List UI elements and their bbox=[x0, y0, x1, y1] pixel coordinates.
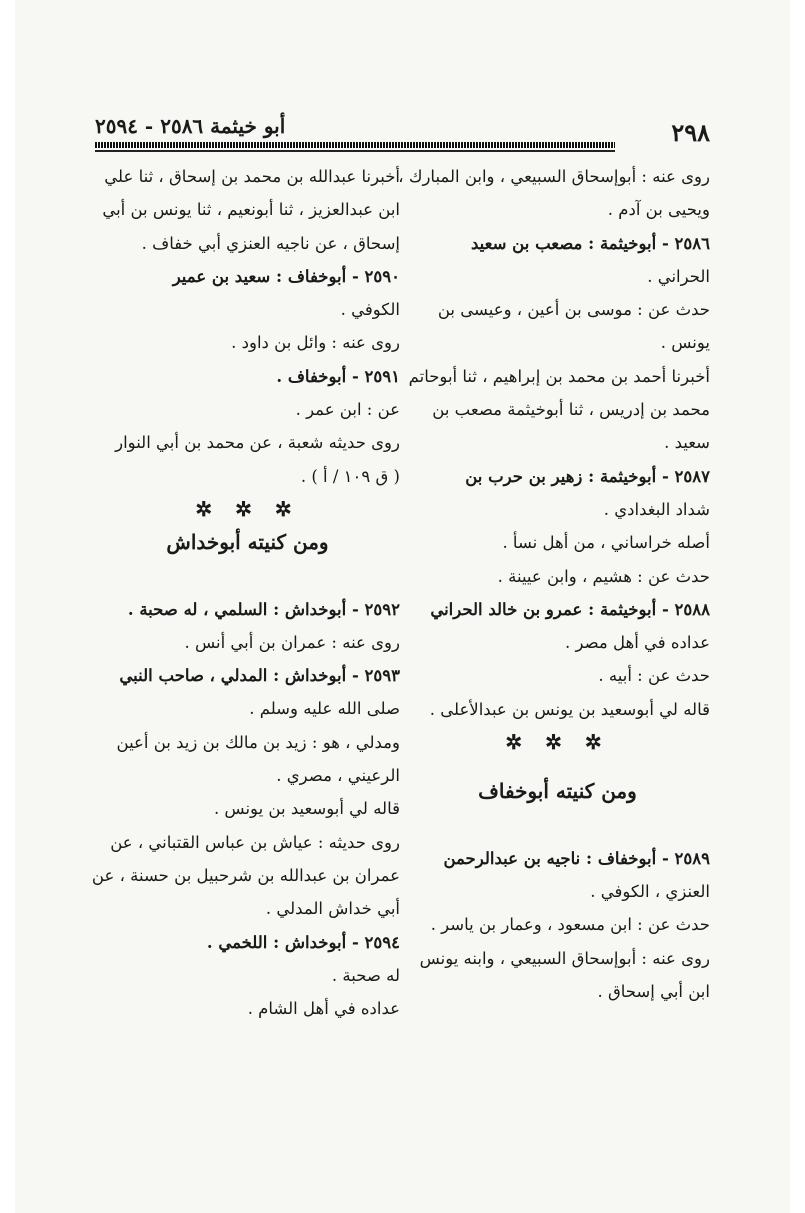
text-line: روى حديثه : عياش بن عباس القتباني ، عن bbox=[110, 832, 400, 852]
text-line: عن : ابن عمر . bbox=[295, 400, 400, 420]
text-line: شداد البغدادي . bbox=[603, 499, 710, 519]
text-line: قاله لي أبوسعيد بن يونس بن عبدالأعلى . bbox=[429, 699, 710, 719]
entry-heading: ٢٥٨٦ - أبوخيثمة : مصعب بن سعيد bbox=[471, 233, 710, 253]
text-line: روى عنه : أبوإسحاق السبيعي ، وابن المبارك ، bbox=[398, 167, 710, 186]
text-line: عداده في أهل الشام . bbox=[247, 999, 400, 1019]
text-line: أخبرنا عبدالله بن محمد بن إسحاق ، ثنا علي bbox=[104, 167, 400, 186]
entry-heading: ٢٥٩٢ - أبوخداش : السلمي ، له صحبة . bbox=[127, 599, 400, 619]
text-line: الرعيني ، مصري . bbox=[276, 766, 400, 786]
text-line: سعيد . bbox=[664, 433, 710, 453]
right-column bbox=[398, 160, 710, 1008]
text-line: أبي خداش المدلي . bbox=[265, 899, 400, 919]
text-line: حدث عن : هشيم ، وابن عيينة . bbox=[497, 566, 710, 586]
entry-heading: ٢٥٨٨ - أبوخيثمة : عمرو بن خالد الحراني bbox=[430, 599, 710, 619]
header-rule bbox=[95, 142, 615, 148]
text-line: عمران بن عبدالله بن شرحبيل بن حسنة ، عن bbox=[91, 865, 400, 885]
text-line: ومدلي ، هو : زيد بن مالك بن زيد بن أعين bbox=[116, 732, 400, 752]
text-line: ويحيى بن آدم . bbox=[607, 200, 710, 220]
section-divider-stars: ✲ ✲ ✲ bbox=[505, 730, 610, 755]
spacer bbox=[405, 759, 710, 775]
text-line: حدث عن : موسى بن أعين ، وعيسى بن bbox=[437, 300, 710, 320]
spacer bbox=[95, 560, 400, 593]
entry-heading: ٢٥٩٤ - أبوخداش : اللخمي . bbox=[206, 932, 400, 952]
spacer bbox=[405, 809, 710, 842]
text-line: روى عنه : أبوإسحاق السبيعي ، وابنه يونس bbox=[419, 948, 710, 968]
running-title: أبو خيثمة ٢٥٨٦ - ٢٥٩٤ bbox=[95, 114, 286, 138]
page-number: ٢٩٨ bbox=[671, 118, 710, 147]
text-line: روى حديثه شعبة ، عن محمد بن أبي النوار bbox=[115, 433, 400, 453]
text-line: ابن عبدالعزيز ، ثنا أبونعيم ، ثنا يونس بن أبي bbox=[102, 200, 400, 220]
text-line: أصله خراساني ، من أهل نسأ . bbox=[502, 533, 710, 553]
entry-heading: ٢٥٨٩ - أبوخفاف : ناجيه بن عبدالرحمن bbox=[443, 848, 710, 868]
text-line: روى عنه : وائل بن داود . bbox=[231, 333, 400, 353]
entry-heading: ٢٥٩٠ - أبوخفاف : سعيد بن عمير bbox=[172, 266, 400, 286]
entry-heading: ٢٥٩٣ - أبوخداش : المدلي ، صاحب النبي bbox=[119, 666, 400, 686]
entry-heading: ٢٥٨٧ - أبوخيثمة : زهير بن حرب بن bbox=[465, 466, 710, 486]
text-line: حدث عن : أبيه . bbox=[598, 666, 710, 686]
text-line: ابن أبي إسحاق . bbox=[597, 981, 710, 1001]
section-divider-stars: ✲ ✲ ✲ bbox=[195, 496, 300, 521]
text-line: حدث عن : ابن مسعود ، وعمار بن ياسر . bbox=[430, 915, 710, 935]
text-line: يونس . bbox=[660, 333, 710, 353]
text-line: الحراني . bbox=[647, 266, 710, 286]
text-line: قاله لي أبوسعيد بن يونس . bbox=[213, 799, 400, 819]
entry-heading: ٢٥٩١ - أبوخفاف . bbox=[276, 366, 400, 386]
text-line: ( ق ١٠٩ / أ ) . bbox=[300, 466, 400, 486]
header-rule-underline bbox=[95, 150, 615, 152]
text-line: العنزي ، الكوفي . bbox=[590, 881, 710, 901]
text-line: روى عنه : عمران بن أبي أنس . bbox=[184, 632, 400, 652]
left-column bbox=[91, 160, 400, 1025]
text-line: عداده في أهل مصر . bbox=[565, 633, 710, 653]
text-line: صلى الله عليه وسلم . bbox=[249, 699, 400, 719]
text-line: أخبرنا أحمد بن محمد بن إبراهيم ، ثنا أبوحاتم bbox=[408, 366, 710, 386]
section-title: ومن كنيته أبوخفاف bbox=[478, 779, 637, 804]
text-line: إسحاق ، عن ناجيه العنزي أبي خفاف . bbox=[141, 233, 400, 253]
section-title: ومن كنيته أبوخداش bbox=[166, 530, 329, 555]
text-line: الكوفي . bbox=[340, 300, 400, 320]
text-line: له صحبة . bbox=[331, 965, 400, 985]
text-line: محمد بن إدريس ، ثنا أبوخيثمة مصعب بن bbox=[432, 400, 710, 420]
